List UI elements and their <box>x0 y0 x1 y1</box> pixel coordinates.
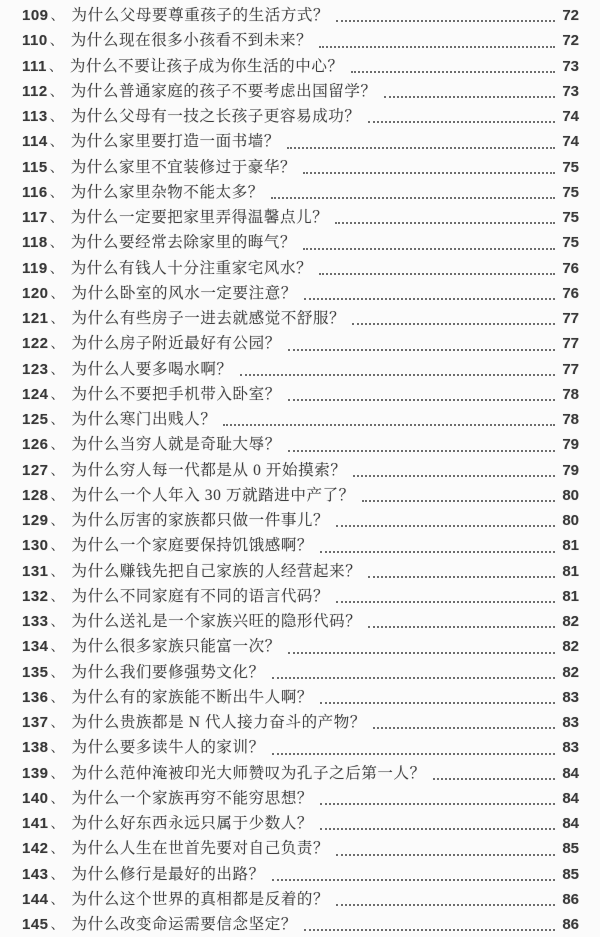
toc-item-number: 111 <box>22 57 47 75</box>
dot-leader <box>351 71 555 73</box>
toc-item-page: 84 <box>562 789 579 807</box>
toc-item-number: 136 <box>22 688 49 706</box>
toc-row <box>22 912 579 937</box>
toc-row <box>22 382 579 407</box>
enumeration-comma: 、 <box>49 211 64 226</box>
toc-item-page: 83 <box>562 739 579 757</box>
toc-item-page: 82 <box>562 638 579 656</box>
toc-item-number: 109 <box>22 7 49 24</box>
toc-item-title: 为什么人要多喝水啊？ <box>71 360 233 378</box>
dot-leader <box>271 197 555 199</box>
toc-item-number: 124 <box>22 385 49 403</box>
dot-leader <box>320 551 555 553</box>
toc-item-page: 78 <box>562 411 579 428</box>
toc-item-title: 为什么我们要修强势文化？ <box>71 663 265 681</box>
toc-item-title: 为什么寒门出贱人？ <box>71 411 217 428</box>
toc-item-title: 为什么修行是最好的出路？ <box>71 865 265 883</box>
enumeration-comma: 、 <box>50 867 65 883</box>
toc-item-page: 84 <box>562 764 579 782</box>
toc-row <box>22 331 579 356</box>
dot-leader <box>336 20 555 22</box>
enumeration-comma: 、 <box>50 413 65 428</box>
toc-item-page: 84 <box>562 815 579 832</box>
toc-row <box>22 660 579 685</box>
dot-leader <box>272 879 555 881</box>
enumeration-comma: 、 <box>49 261 64 277</box>
enumeration-comma: 、 <box>50 312 65 327</box>
toc-item-title: 为什么不要让孩子成为你生活的中心？ <box>69 57 344 75</box>
dot-leader <box>336 854 555 856</box>
toc-item-title: 为什么范仲淹被印光大师赞叹为孔子之后第一人？ <box>71 764 426 782</box>
enumeration-comma: 、 <box>50 640 65 656</box>
toc-row <box>22 205 579 230</box>
toc-item-page: 82 <box>562 663 579 681</box>
toc-row <box>22 634 579 659</box>
toc-item-number: 122 <box>22 335 49 353</box>
enumeration-comma: 、 <box>50 842 65 858</box>
toc-item-title: 为什么有的家族能不断出牛人啊？ <box>71 688 314 706</box>
toc-item-number: 143 <box>22 865 49 883</box>
toc-item-title: 为什么送礼是一个家族兴旺的隐形代码？ <box>71 613 362 630</box>
toc-item-title: 为什么人生在世首先要对自己负责？ <box>71 840 330 858</box>
toc-item-number: 113 <box>22 108 48 125</box>
toc-list <box>22 3 579 937</box>
enumeration-comma: 、 <box>50 589 65 605</box>
toc-item-page: 77 <box>562 310 579 327</box>
dot-leader <box>288 399 555 401</box>
enumeration-comma: 、 <box>50 438 65 454</box>
enumeration-comma: 、 <box>49 34 64 50</box>
toc-item-page: 79 <box>562 436 579 454</box>
toc-item-title: 为什么不同家庭有不同的语言代码？ <box>71 587 330 605</box>
toc-item-title: 为什么好东西永远只属于少数人？ <box>71 815 314 832</box>
enumeration-comma: 、 <box>50 791 65 807</box>
toc-item-title: 为什么厉害的家族都只做一件事儿？ <box>71 512 330 529</box>
toc-row <box>22 559 579 584</box>
enumeration-comma: 、 <box>50 514 65 529</box>
toc-row <box>22 458 579 483</box>
toc-item-title: 为什么现在很多小孩看不到未来？ <box>70 32 313 50</box>
toc-item-title: 为什么一个家族再穷不能穷思想？ <box>71 789 314 807</box>
toc-item-page: 80 <box>562 512 579 529</box>
toc-item-page: 77 <box>562 335 579 353</box>
enumeration-comma: 、 <box>50 488 65 504</box>
toc-item-title: 为什么一个家庭要保持饥饿感啊？ <box>71 537 314 555</box>
toc-item-title: 为什么赚钱先把自己家族的人经营起来？ <box>71 562 362 580</box>
toc-item-number: 134 <box>22 638 49 656</box>
toc-item-page: 76 <box>562 259 579 277</box>
enumeration-comma: 、 <box>50 716 65 731</box>
toc-row <box>22 180 579 205</box>
toc-item-number: 129 <box>22 512 49 529</box>
toc-row <box>22 306 579 331</box>
toc-item-title: 为什么改变命运需要信念坚定？ <box>71 916 297 933</box>
enumeration-comma: 、 <box>50 9 65 24</box>
toc-item-page: 85 <box>562 840 579 858</box>
toc-item-page: 82 <box>562 613 579 630</box>
toc-item-title: 为什么一定要把家里弄得温馨点儿？ <box>70 209 329 226</box>
dot-leader <box>433 778 555 780</box>
enumeration-comma: 、 <box>50 766 65 782</box>
enumeration-comma: 、 <box>50 463 65 479</box>
toc-item-page: 75 <box>562 234 579 252</box>
toc-item-title: 为什么贵族都是 N 代人接力奋斗的产物？ <box>71 714 366 731</box>
toc-row <box>22 761 579 786</box>
toc-item-number: 137 <box>22 714 49 731</box>
toc-row <box>22 710 579 735</box>
toc-row <box>22 685 579 710</box>
toc-item-title: 为什么穷人每一代都是从 0 开始摸索？ <box>71 461 347 479</box>
toc-item-number: 142 <box>22 840 49 858</box>
toc-item-number: 112 <box>22 82 48 100</box>
toc-item-title: 为什么家里不宜装修过于豪华？ <box>70 158 297 176</box>
toc-item-title: 为什么房子附近最好有公园？ <box>71 335 281 353</box>
toc-item-page: 75 <box>562 209 579 226</box>
toc-item-page: 81 <box>562 562 579 580</box>
dot-leader <box>320 803 555 805</box>
toc-item-page: 78 <box>562 385 579 403</box>
toc-item-page: 73 <box>562 82 579 100</box>
dot-leader <box>336 601 555 603</box>
toc-item-title: 为什么一个人年入 30 万就踏进中产了？ <box>71 486 355 504</box>
toc-item-number: 119 <box>22 259 48 277</box>
toc-item-number: 144 <box>22 890 49 908</box>
enumeration-comma: 、 <box>50 564 65 580</box>
toc-item-title: 为什么这个世界的真相都是反着的？ <box>71 890 330 908</box>
toc-row <box>22 54 579 79</box>
dot-leader <box>320 828 555 830</box>
toc-item-page: 83 <box>562 688 579 706</box>
enumeration-comma: 、 <box>49 110 64 125</box>
dot-leader <box>368 626 555 628</box>
enumeration-comma: 、 <box>49 160 64 176</box>
toc-item-page: 86 <box>562 890 579 908</box>
toc-item-number: 121 <box>22 310 49 327</box>
dot-leader <box>353 475 555 477</box>
dot-leader <box>368 121 555 123</box>
enumeration-comma: 、 <box>50 892 65 908</box>
toc-row <box>22 230 579 255</box>
toc-item-number: 116 <box>22 183 48 201</box>
enumeration-comma: 、 <box>49 135 64 151</box>
dot-leader <box>335 222 555 224</box>
toc-item-number: 128 <box>22 486 49 504</box>
enumeration-comma: 、 <box>49 185 64 201</box>
toc-item-page: 73 <box>562 57 579 75</box>
toc-row <box>22 609 579 634</box>
toc-row <box>22 407 579 432</box>
toc-item-number: 114 <box>22 133 48 151</box>
toc-item-page: 77 <box>562 360 579 378</box>
dot-leader <box>362 500 555 502</box>
enumeration-comma: 、 <box>50 615 65 630</box>
dot-leader <box>320 702 555 704</box>
toc-item-number: 132 <box>22 587 49 605</box>
toc-item-title: 为什么当穷人就是奇耻大辱？ <box>71 436 281 454</box>
toc-row <box>22 79 579 104</box>
toc-item-title: 为什么不要把手机带入卧室？ <box>71 385 281 403</box>
toc-item-number: 115 <box>22 158 48 176</box>
dot-leader <box>288 652 555 654</box>
toc-item-number: 138 <box>22 739 49 757</box>
toc-row <box>22 508 579 533</box>
toc-item-number: 126 <box>22 436 49 454</box>
toc-row <box>22 357 579 382</box>
dot-leader <box>272 677 555 679</box>
dot-leader <box>319 46 555 48</box>
dot-leader <box>288 349 555 351</box>
dot-leader <box>240 374 555 376</box>
toc-item-title: 为什么有钱人十分注重家宅风水？ <box>70 259 313 277</box>
toc-row <box>22 104 579 129</box>
toc-item-page: 79 <box>562 461 579 479</box>
enumeration-comma: 、 <box>50 817 65 832</box>
toc-item-page: 86 <box>562 916 579 933</box>
toc-row <box>22 256 579 281</box>
enumeration-comma: 、 <box>50 690 65 706</box>
toc-row <box>22 786 579 811</box>
dot-leader <box>352 323 555 325</box>
dot-leader <box>287 147 555 149</box>
enumeration-comma: 、 <box>50 539 65 555</box>
toc-item-page: 81 <box>562 587 579 605</box>
enumeration-comma: 、 <box>50 387 65 403</box>
toc-row <box>22 836 579 861</box>
toc-row <box>22 28 579 53</box>
toc-item-title: 为什么要多读牛人的家训？ <box>71 739 265 757</box>
dot-leader <box>368 576 555 578</box>
toc-item-title: 为什么要经常去除家里的晦气？ <box>70 234 297 252</box>
toc-item-page: 74 <box>562 108 579 125</box>
toc-item-page: 81 <box>562 537 579 555</box>
toc-item-number: 133 <box>22 613 49 630</box>
toc-item-page: 85 <box>562 865 579 883</box>
toc-item-page: 75 <box>562 158 579 176</box>
toc-item-title: 为什么有些房子一进去就感觉不舒服？ <box>71 310 346 327</box>
toc-item-title: 为什么很多家族只能富一次？ <box>71 638 281 656</box>
toc-row <box>22 735 579 760</box>
dot-leader <box>373 727 555 729</box>
toc-item-number: 135 <box>22 663 49 681</box>
enumeration-comma: 、 <box>50 362 65 378</box>
enumeration-comma: 、 <box>50 741 65 757</box>
toc-item-title: 为什么家里要打造一面书墙？ <box>70 133 281 151</box>
toc-item-number: 141 <box>22 815 49 832</box>
enumeration-comma: 、 <box>50 918 65 933</box>
enumeration-comma: 、 <box>49 84 64 100</box>
toc-item-number: 140 <box>22 789 49 807</box>
toc-row <box>22 3 579 28</box>
enumeration-comma: 、 <box>50 337 65 353</box>
toc-row <box>22 533 579 558</box>
toc-row <box>22 887 579 912</box>
dot-leader <box>336 904 555 906</box>
toc-row <box>22 862 579 887</box>
enumeration-comma: 、 <box>48 59 63 75</box>
enumeration-comma: 、 <box>50 665 65 681</box>
toc-item-number: 145 <box>22 916 49 933</box>
dot-leader <box>272 753 555 755</box>
dot-leader <box>319 273 555 275</box>
toc-item-number: 131 <box>22 562 49 580</box>
dot-leader <box>336 525 555 527</box>
toc-item-number: 130 <box>22 537 49 555</box>
toc-item-title: 为什么普通家庭的孩子不要考虑出国留学？ <box>70 82 377 100</box>
toc-item-page: 72 <box>562 32 579 50</box>
toc-item-number: 125 <box>22 411 49 428</box>
dot-leader <box>304 929 555 931</box>
enumeration-comma: 、 <box>50 286 65 302</box>
toc-row <box>22 281 579 306</box>
toc-item-title: 为什么家里杂物不能太多？ <box>70 183 264 201</box>
toc-item-page: 75 <box>562 183 579 201</box>
dot-leader <box>288 450 555 452</box>
toc-item-number: 117 <box>22 209 48 226</box>
dot-leader <box>303 172 555 174</box>
toc-row <box>22 584 579 609</box>
toc-item-number: 127 <box>22 461 49 479</box>
toc-row <box>22 155 579 180</box>
toc-item-number: 118 <box>22 234 48 252</box>
toc-item-title: 为什么卧室的风水一定要注意？ <box>71 284 297 302</box>
toc-item-title: 为什么父母要尊重孩子的生活方式？ <box>71 7 330 24</box>
toc-item-page: 83 <box>562 714 579 731</box>
dot-leader <box>303 248 555 250</box>
dot-leader <box>384 96 555 98</box>
toc-item-number: 123 <box>22 360 49 378</box>
toc-item-number: 120 <box>22 284 49 302</box>
toc-item-number: 139 <box>22 764 49 782</box>
toc-item-title: 为什么父母有一技之长孩子更容易成功？ <box>70 108 361 125</box>
toc-item-page: 80 <box>562 486 579 504</box>
toc-item-page: 76 <box>562 284 579 302</box>
toc-row <box>22 432 579 457</box>
toc-item-page: 72 <box>562 7 579 24</box>
toc-row <box>22 483 579 508</box>
dot-leader <box>304 298 555 300</box>
toc-row <box>22 129 579 154</box>
toc-row <box>22 811 579 836</box>
dot-leader <box>223 424 555 426</box>
toc-item-page: 74 <box>562 133 579 151</box>
enumeration-comma: 、 <box>49 236 64 252</box>
toc-item-number: 110 <box>22 32 48 50</box>
